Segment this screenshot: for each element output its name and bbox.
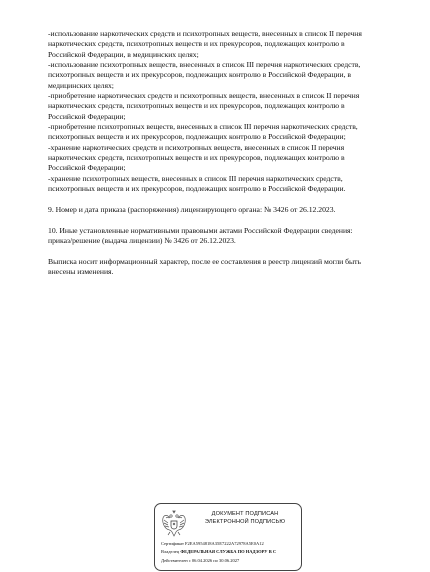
stamp-certificate-label: Сертификат	[161, 541, 184, 546]
text-line: наркотических средств, психотропных веществ и их прекурсоров, подлежащих контролю в	[48, 39, 345, 49]
text-line: -хранение психотропных веществ, внесенных в список III перечня наркотических средств,	[48, 173, 343, 183]
text-line: психотропных веществ и их прекурсоров, подлежащих контролю в Российской Федерации, в	[48, 70, 351, 80]
stamp-heading-line: ДОКУМЕНТ ПОДПИСАН	[211, 511, 279, 517]
coat-of-arms-icon	[161, 509, 187, 539]
stamp-valid-value: с 06.04.2026 по 30.06.2027	[188, 557, 240, 563]
document-body	[48, 29, 396, 277]
paragraph-other-info	[48, 226, 396, 247]
paragraph-disclaimer	[48, 257, 396, 278]
paragraph-gap	[48, 215, 396, 225]
text-line: медицинских целях;	[48, 80, 114, 90]
text-line: -хранение наркотических средств и психотропных веществ, внесенных в список II перечня	[48, 142, 345, 152]
stamp-heading	[193, 510, 297, 526]
paragraph-activities-list	[48, 29, 396, 195]
paragraph-gap	[48, 246, 396, 256]
stamp-valid-row	[161, 557, 302, 565]
stamp-details	[161, 540, 302, 565]
stamp-certificate-row	[161, 540, 302, 548]
stamp-owner-label: Владелец	[161, 549, 180, 555]
text-line: Российской Федерации, в медицинских целях;	[48, 49, 199, 59]
text-line: наркотических средств, психотропных веществ и их прекурсоров, подлежащих контролю в	[48, 101, 345, 111]
text-line: -использование наркотических средств и психотропных веществ, внесенных в список II перечня	[48, 29, 362, 38]
stamp-certificate-value: F2EA5954818A35E7222A72978A5E0A12	[185, 541, 264, 546]
text-line: -приобретение наркотических средств и психотропных веществ, внесенных в список II перечня	[48, 91, 360, 101]
text-line: Выписка носит информационный характер, после ее составления в реестр лицензий могли быть	[48, 256, 361, 266]
text-line: психотропных веществ и их прекурсоров, подлежащих контролю в Российской Федерации;	[48, 132, 346, 142]
stamp-heading-line: ЭЛЕКТРОННОЙ ПОДПИСЬЮ	[204, 519, 286, 525]
text-line: 10. Иные установленные нормативными правовыми актами Российской Федерации сведения:	[48, 225, 353, 235]
stamp-valid-label: Действителен	[161, 557, 188, 563]
stamp-owner-row	[161, 548, 302, 556]
paragraph-order-number	[48, 205, 396, 215]
text-line: психотропных веществ и их прекурсоров, подлежащих контролю в Российской Федерации.	[48, 184, 346, 194]
text-line: Российской Федерации;	[48, 111, 126, 121]
electronic-signature-stamp	[154, 503, 302, 571]
text-line: внесены изменения.	[48, 266, 114, 276]
text-line: Российской Федерации;	[48, 163, 126, 173]
text-line: -приобретение психотропных веществ, внесенных в список III перечня наркотических средств,	[48, 122, 358, 132]
paragraph-gap	[48, 195, 396, 205]
text-line: наркотических средств, психотропных веществ и их прекурсоров, подлежащих контролю в	[48, 153, 345, 163]
text-line: -использование психотропных веществ, внесенных в список III перечня наркотических средств,	[48, 60, 361, 70]
text-line: 9. Номер и дата приказа (распоряжения) лицензирующего органа: № 3426 от 26.12.2023.	[48, 204, 336, 214]
text-line: приказ/решение (выдача лицензии) № 3426 от 26.12.2023.	[48, 235, 236, 245]
stamp-owner-value: ФЕДЕРАЛЬНАЯ СЛУЖБА ПО НАДЗОРУ В С	[180, 549, 277, 555]
